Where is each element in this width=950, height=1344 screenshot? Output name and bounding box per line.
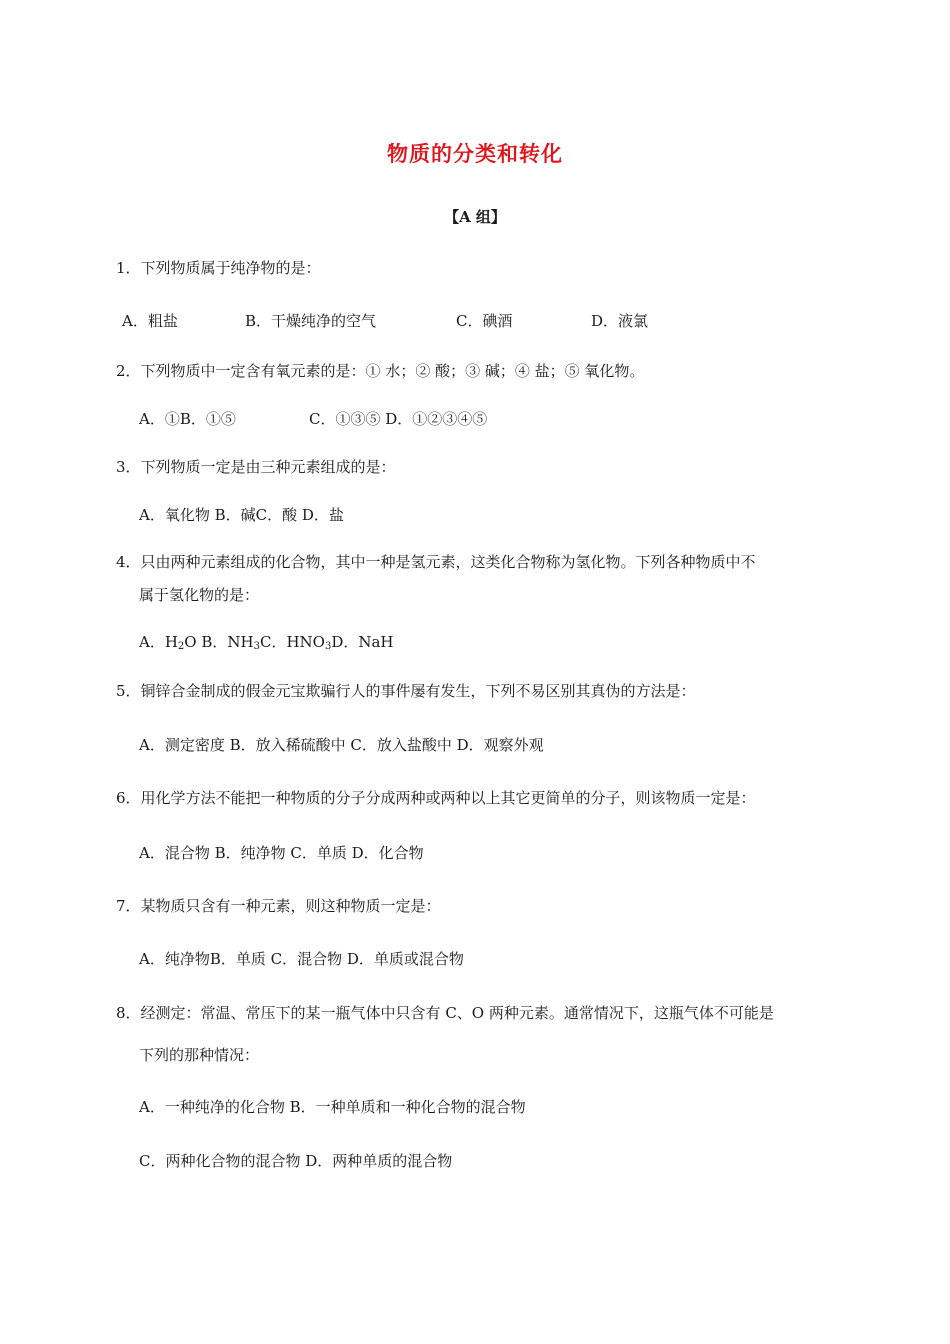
q4-c-sub: 3 bbox=[324, 641, 332, 652]
question-7-stem: 7．某物质只含有一种元素，则这种物质一定是： bbox=[116, 897, 441, 915]
question-2-stem: 2．下列物质中一定含有氧元素的是：① 水；② 酸；③ 碱；④ 盐；⑤ 氧化物。 bbox=[116, 362, 645, 380]
q4-c-post: D．NaH bbox=[331, 633, 394, 651]
question-2-options-cd: C．①③⑤ D．①②③④⑤ bbox=[309, 410, 488, 428]
q4-a-post: O B．NH bbox=[184, 633, 254, 651]
question-1-option-c: C．碘酒 bbox=[456, 312, 513, 330]
question-4-options bbox=[139, 632, 394, 652]
question-3-stem: 3．下列物质一定是由三种元素组成的是： bbox=[116, 458, 396, 476]
question-4-stem-line-2: 属于氢化物的是： bbox=[139, 586, 260, 604]
question-1-stem: 1．下列物质属于纯净物的是： bbox=[116, 259, 321, 277]
question-2-options-ab: A．①B．①⑤ bbox=[139, 410, 236, 428]
document-title: 物质的分类和转化 bbox=[387, 141, 563, 166]
question-6-stem: 6．用化学方法不能把一种物质的分子分成两种或两种以上其它更简单的分子，则该物质一定是： bbox=[116, 789, 756, 807]
question-5-options: A．测定密度 B．放入稀硫酸中 C．放入盐酸中 D．观察外观 bbox=[139, 736, 544, 754]
question-5-stem: 5．铜锌合金制成的假金元宝欺骗行人的事件屡有发生，下列不易区别其真伪的方法是： bbox=[116, 682, 696, 700]
q4-b-post: C．HNO bbox=[259, 633, 325, 651]
question-7-options: A．纯净物B．单质 C．混合物 D．单质或混合物 bbox=[139, 950, 464, 968]
question-3-options: A．氧化物 B．碱C．酸 D．盐 bbox=[139, 506, 344, 524]
question-1-option-a: A．粗盐 bbox=[122, 312, 178, 330]
q4-a-pre: A．H bbox=[139, 633, 178, 651]
question-6-options: A．混合物 B．纯净物 C．单质 D．化合物 bbox=[139, 844, 424, 862]
question-4-stem-line-1: 4．只由两种元素组成的化合物，其中一种是氢元素，这类化合物称为氢化物。下列各种物质中不 bbox=[116, 553, 756, 571]
question-8-options-line-1: A．一种纯净的化合物 B．一种单质和一种化合物的混合物 bbox=[139, 1098, 526, 1116]
question-8-stem-line-2: 下列的那种情况： bbox=[139, 1046, 260, 1064]
group-heading: 【A 组】 bbox=[444, 208, 506, 226]
q4-b-sub: 3 bbox=[253, 641, 260, 652]
question-1-option-b: B．干燥纯净的空气 bbox=[245, 312, 377, 330]
question-8-options-line-2: C．两种化合物的混合物 D．两种单质的混合物 bbox=[139, 1152, 453, 1170]
question-8-stem-line-1: 8．经测定：常温、常压下的某一瓶气体中只含有 C、O 两种元素。通常情况下，这瓶气体不可能是 bbox=[116, 1004, 774, 1022]
question-1-option-d: D．液氯 bbox=[591, 312, 649, 330]
q4-a-sub: 2 bbox=[177, 641, 185, 652]
